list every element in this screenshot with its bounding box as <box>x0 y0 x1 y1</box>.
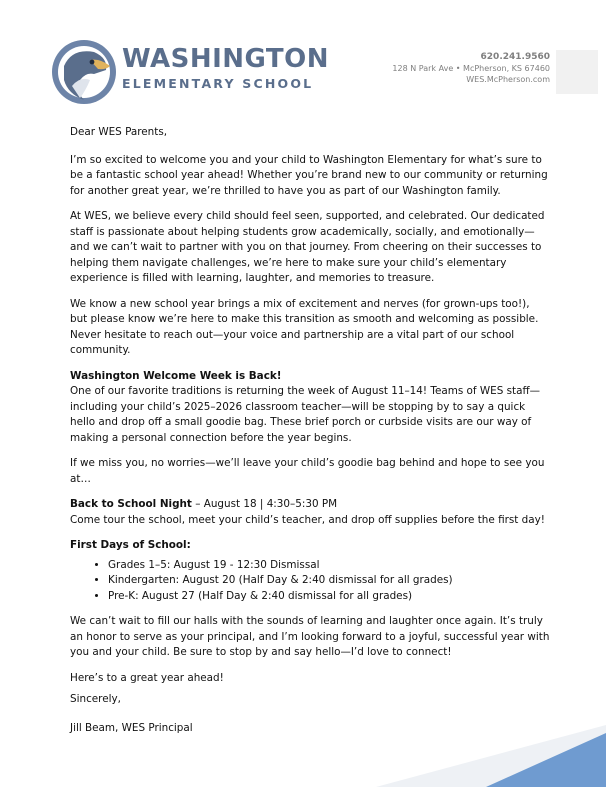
signature: Jill Beam, WES Principal <box>70 722 193 734</box>
back-to-school-heading: Back to School Night <box>70 498 192 510</box>
eagle-mascot-icon <box>50 36 120 108</box>
header-decor-box <box>556 50 598 94</box>
list-item: • Pre-K: August 27 (Half Day & 2:40 dismissal for all grades) <box>108 589 550 605</box>
paragraph-7: Here’s to a great year ahead! <box>70 671 224 684</box>
address: 128 N Park Ave • McPherson, KS 67460 <box>392 64 550 73</box>
first-days-list <box>70 558 550 605</box>
paragraph-2: At WES, we believe every child should feel seen, supported, and celebrated. Our dedicated staff is passionate about helping students grow academically, socially, and emotionally—and we can’t wait to partner with you on that journey. From cheering on their successes to helping them navigate challenges, we’re here to make sure your child’s elementary experience is filled with learning, laughter, and memories to treasure. <box>70 210 545 284</box>
back-to-school-detail: – August 18 | 4:30–5:30 PM <box>191 498 338 510</box>
website: WES.McPherson.com <box>466 75 550 84</box>
paragraph-4: One of our favorite traditions is returning the week of August 11–14! Teams of WES staff—including your child’s 2025–2026 classroom teacher—will be stopping by to say a quick hello and drop off a small goodie bag. These brief porch or curbside visits are our way of making a personal connection before the year begins. <box>70 385 541 444</box>
back-to-school-line <box>70 497 550 513</box>
contact-block <box>392 52 550 85</box>
list-item: • Grades 1–5: August 19 - 12:30 Dismissal <box>108 558 550 574</box>
paragraph-5: If we miss you, no worries—we’ll leave your child’s goodie bag behind and hope to see you at… <box>70 457 545 485</box>
paragraph-3: We know a new school year brings a mix of excitement and nerves (for grown-ups too!), but please know we’re here to make this transition as smooth and welcoming as possible. Never hesitate to reach out—your voice and partnership are a vital part of our school community. <box>70 297 539 356</box>
welcome-week-heading: Washington Welcome Week is Back! <box>70 369 282 382</box>
closing: Sincerely, <box>70 693 121 705</box>
list-item: • Kindergarten: August 20 (Half Day & 2:40 dismissal for all grades) <box>108 573 550 589</box>
first-days-heading: First Days of School: <box>70 539 191 551</box>
paragraph-1: I’m so excited to welcome you and your child to Washington Elementary for what’s sure to be a fantastic school year ahead! Whether you’re brand new to our community or returning for another great year, we’re thrilled to have you as part of our Washington family. <box>70 153 548 197</box>
back-to-school-text: Come tour the school, meet your child’s teacher, and drop off supplies before the first day! <box>70 513 545 526</box>
phone-number: 620.241.9560 <box>480 52 550 62</box>
school-name: WASHINGTON <box>122 44 330 74</box>
letter-body <box>70 125 550 696</box>
corner-decor <box>376 725 606 787</box>
greeting: Dear WES Parents, <box>70 126 168 138</box>
paragraph-6: We can’t wait to fill our halls with the sounds of learning and laughter once again. It’s truly an honor to serve as your principal, and I’m looking forward to a joyful, successful year with you and your child. Be sure to stop by and say hello—I’d love to connect! <box>70 615 550 658</box>
school-subtitle: ELEMENTARY SCHOOL <box>122 76 314 91</box>
